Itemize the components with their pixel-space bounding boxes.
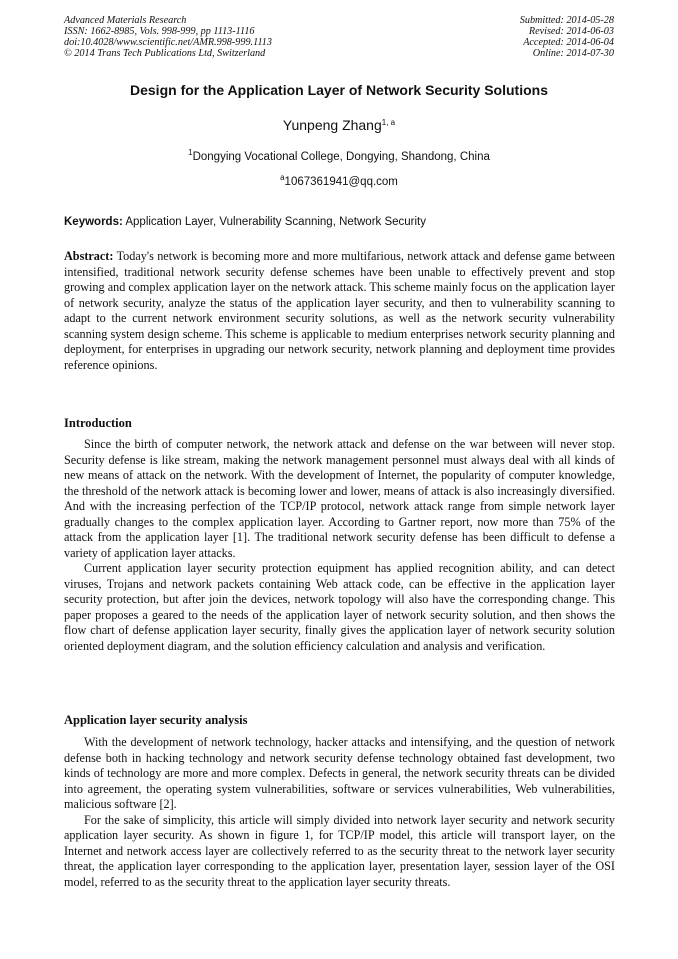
issn: ISSN: 1662-8985, Vols. 998-999, pp 1113-1116 — [64, 26, 255, 37]
affiliation-sup: 1 — [188, 148, 193, 157]
paragraph: Current application layer security protection equipment has applied recognition ability, and can detect viruses, Trojans and network packets containing Web attack code, can be effective in the application layer security protection, but after join the devices, network topology will also have the corresponding change. This paper proposes a geared to the needs of the application layer of network security solution, and then shows the flow chart of defense application layer security, finally gives the application layer of network security solution oriented deployment diagram, and the solution efficiency calculation and analysis and verification. — [64, 561, 615, 653]
section-heading-application-layer: Application layer security analysis — [64, 713, 248, 727]
abstract — [64, 249, 615, 373]
paragraph: Since the birth of computer network, the network attack and defense on the war between will never stop. Security defense is like stream, making the network management personnel must always deal with all kinds of new means of attack on the network. With the development of Internet, the popularity of computer knowledge, the threshold of the network attack is becoming lower and lower, means of attack is also increasingly diversified. And with the increasing perfection of the TCP/IP protocol, network attack range from simple network layer gradually changes to the complex application layer. According to Gartner report, now more than 75% of the attack from the application layer [1]. The traditional network security defense has been difficult to defense a variety of application layer attacks. — [64, 437, 615, 560]
copyright: © 2014 Trans Tech Publications Ltd, Switzerland — [64, 48, 266, 59]
paragraph: With the development of network technology, hacker attacks and intensifying, and the question of network defense both in hacking technology and network security defense technology obtained fast development, two kinds of technology are more and more complex. Defects in general, the network security threats can be divided into agreement, the operating system vulnerabilities, software or services vulnerabilities, Web vulnerabilities, malicious software [2]. — [64, 735, 615, 811]
abstract-text: Today's network is becoming more and more multifarious, network attack and defense game between intensified, traditional network security defense schemes have been unable to effectively prevent and stop growing and complex application layer on the network attack. This scheme mainly focus on the application layer of network security, analyze the status of the application layer security, and then to vulnerability scanning to adapt to the current network environment security solutions, as well as the network security vulnerability scanning system design scheme. This scheme is applicable to medium enterprises network security planning and deployment, for enterprises in upgrading our network security, network planning and deployment time provides reference opinions. — [64, 249, 616, 372]
publication-dates — [520, 15, 614, 59]
submitted-date: Submitted: 2014-05-28 — [519, 15, 614, 26]
abstract-label: Abstract: — [64, 249, 114, 263]
accepted-date: Accepted: 2014-06-04 — [523, 37, 614, 48]
journal-info — [64, 15, 272, 59]
email-sup: a — [280, 173, 285, 182]
paragraph: For the sake of simplicity, this article will simply divided into network layer security and network security application layer security. As shown in figure 1, for TCP/IP model, this article will transport layer, on the Internet and network access layer are collectively referred to as the security threat to the network layer security threat, the application layer corresponding to the application layer, presentation layer, session layer of the OSI model, referred to as the security threat to the application layer security threats. — [64, 812, 615, 889]
affiliation — [0, 148, 678, 163]
revised-date: Revised: 2014-06-03 — [528, 26, 614, 37]
email-address[interactable]: 1067361941@qq.com — [284, 176, 398, 188]
keywords-label: Keywords: — [64, 216, 123, 228]
keywords — [64, 216, 616, 228]
section-heading-introduction: Introduction — [64, 416, 132, 430]
online-date: Online: 2014-07-30 — [532, 48, 614, 59]
author — [0, 117, 678, 133]
section-application-layer — [64, 735, 615, 890]
author-name: Yunpeng Zhang — [282, 117, 382, 133]
affiliation-text: Dongying Vocational College, Dongying, Shandong, China — [192, 151, 490, 163]
paper-title: Design for the Application Layer of Network Security Solutions — [130, 82, 548, 98]
author-sup: 1, a — [381, 118, 396, 127]
keywords-text: Application Layer, Vulnerability Scanning, Network Security — [125, 216, 427, 228]
section-introduction — [64, 437, 615, 654]
email — [0, 173, 678, 188]
doi[interactable]: doi:10.4028/www.scientific.net/AMR.998-999.1113 — [64, 37, 272, 48]
journal-name: Advanced Materials Research — [64, 15, 187, 26]
